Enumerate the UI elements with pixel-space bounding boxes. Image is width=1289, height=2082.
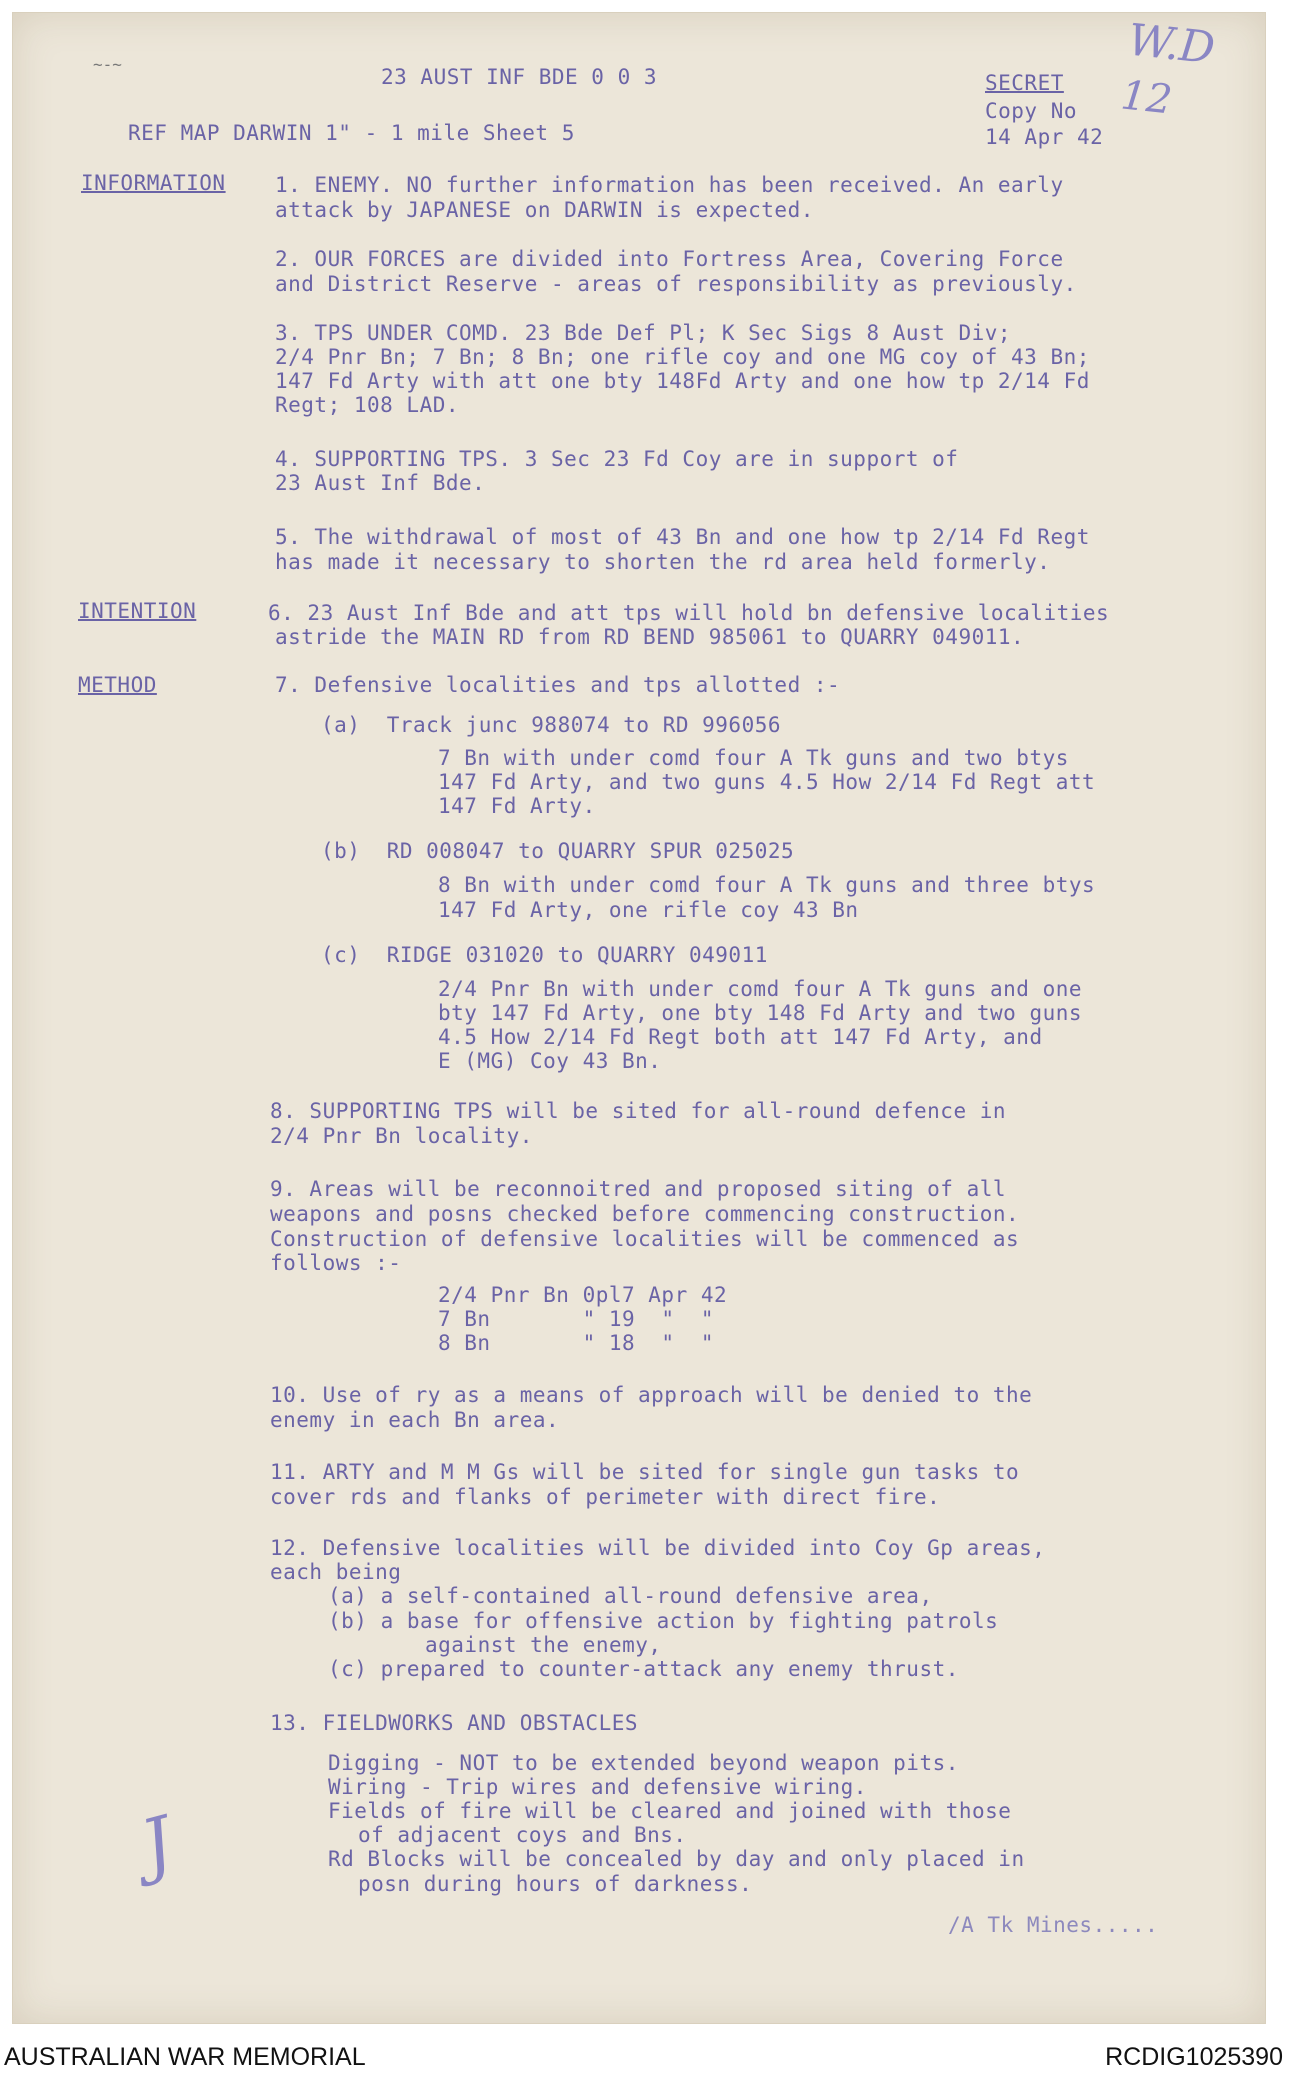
- para-13-heading: 13. FIELDWORKS AND OBSTACLES: [270, 1711, 639, 1735]
- para-12-item-b: (b) a base for offensive action by fighting patrols: [328, 1609, 999, 1633]
- para-7a-line-1: 7 Bn with under comd four A Tk guns and two btys: [438, 746, 1069, 770]
- para-3-line-3: 147 Fd Arty with att one bty 148Fd Arty and one how tp 2/14 Fd: [275, 369, 1090, 393]
- para-7c-line-1: 2/4 Pnr Bn with under comd four A Tk guns and one: [438, 977, 1083, 1001]
- para-3-line-2: 2/4 Pnr Bn; 7 Bn; 8 Bn; one rifle coy and one MG coy of 43 Bn;: [275, 345, 1090, 369]
- footer-source: AUSTRALIAN WAR MEMORIAL: [4, 2043, 366, 2071]
- para-13-line-2: Wiring - Trip wires and defensive wiring.: [328, 1775, 867, 1799]
- para-1-line-2: attack by JAPANESE on DARWIN is expected.: [275, 198, 814, 222]
- continued-marker: /A Tk Mines.....: [948, 1913, 1159, 1937]
- para-11-line-2: cover rds and flanks of perimeter with direct fire.: [270, 1485, 941, 1509]
- heading-method: METHOD: [78, 673, 157, 697]
- para-12-line-1: 12. Defensive localities will be divided into Coy Gp areas,: [270, 1536, 1046, 1560]
- para-8-line-1: 8. SUPPORTING TPS will be sited for all-round defence in: [270, 1099, 1007, 1123]
- copy-no-label: Copy No: [985, 99, 1078, 123]
- para-9-line-3: Construction of defensive localities will be commenced as: [270, 1227, 1020, 1251]
- secret-label: SECRET: [985, 71, 1064, 95]
- pin-mark: ~-~: [93, 55, 122, 74]
- copy-no-handwritten: 12: [1118, 72, 1175, 124]
- document-date: 14 Apr 42: [985, 125, 1104, 149]
- handwritten-initial: J: [132, 1800, 182, 1888]
- para-13-line-6: posn during hours of darkness.: [358, 1872, 753, 1896]
- para-2-line-1: 2. OUR FORCES are divided into Fortress Area, Covering Force: [275, 247, 1064, 271]
- document-title: 23 AUST INF BDE 0 0 3: [381, 65, 658, 89]
- para-1-line-1: 1. ENEMY. NO further information has been received. An early: [275, 173, 1064, 197]
- para-12-item-a: (a) a self-contained all-round defensive area,: [328, 1584, 933, 1608]
- para-7c-line-4: E (MG) Coy 43 Bn.: [438, 1049, 662, 1073]
- para-7a-line-2: 147 Fd Arty, and two guns 4.5 How 2/14 Fd Regt att: [438, 770, 1096, 794]
- para-7c-heading: (c) RIDGE 031020 to QUARRY 049011: [321, 943, 768, 967]
- para-12-line-2: each being: [270, 1560, 402, 1584]
- para-7c-line-2: bty 147 Fd Arty, one bty 148 Fd Arty and two guns: [438, 1001, 1083, 1025]
- para-11-line-1: 11. ARTY and M M Gs will be sited for single gun tasks to: [270, 1460, 1020, 1484]
- para-3-line-1: 3. TPS UNDER COMD. 23 Bde Def Pl; K Sec Sigs 8 Aust Div;: [275, 321, 1012, 345]
- para-10-line-2: enemy in each Bn area.: [270, 1408, 560, 1432]
- para-5-line-1: 5. The withdrawal of most of 43 Bn and one how tp 2/14 Fd Regt: [275, 525, 1090, 549]
- para-2-line-2: and District Reserve - areas of responsibility as previously.: [275, 272, 1077, 296]
- para-4-line-2: 23 Aust Inf Bde.: [275, 471, 486, 495]
- para-7a-line-3: 147 Fd Arty.: [438, 794, 596, 818]
- para-10-line-1: 10. Use of ry as a means of approach will be denied to the: [270, 1383, 1033, 1407]
- para-7c-line-3: 4.5 How 2/14 Fd Regt both att 147 Fd Arty, and: [438, 1025, 1043, 1049]
- para-7b-line-1: 8 Bn with under comd four A Tk guns and three btys: [438, 873, 1096, 897]
- schedule-row-3: 8 Bn " 18 " ": [438, 1331, 715, 1355]
- handwritten-wd: W.D: [1125, 14, 1218, 75]
- para-3-line-4: Regt; 108 LAD.: [275, 393, 460, 417]
- heading-information: INFORMATION: [81, 171, 226, 195]
- schedule-row-1: 2/4 Pnr Bn 0pl7 Apr 42: [438, 1283, 728, 1307]
- para-9-line-4: follows :-: [270, 1251, 402, 1275]
- para-9-line-1: 9. Areas will be reconnoitred and proposed siting of all: [270, 1177, 1007, 1201]
- footer-id: RCDIG1025390: [1105, 2043, 1283, 2071]
- para-6-line-2: astride the MAIN RD from RD BEND 985061 to QUARRY 049011.: [275, 625, 1025, 649]
- para-7: 7. Defensive localities and tps allotted :-: [275, 673, 841, 697]
- heading-intention: INTENTION: [78, 599, 197, 623]
- para-7a-heading: (a) Track junc 988074 to RD 996056: [321, 713, 782, 737]
- para-9-line-2: weapons and posns checked before commencing construction.: [270, 1202, 1020, 1226]
- ref-map: REF MAP DARWIN 1" - 1 mile Sheet 5: [128, 121, 575, 145]
- para-8-line-2: 2/4 Pnr Bn locality.: [270, 1124, 533, 1148]
- para-13-line-4: of adjacent coys and Bns.: [358, 1823, 687, 1847]
- para-6-line-1: 6. 23 Aust Inf Bde and att tps will hold bn defensive localities: [268, 601, 1110, 625]
- para-4-line-1: 4. SUPPORTING TPS. 3 Sec 23 Fd Coy are in support of: [275, 447, 959, 471]
- para-7b-heading: (b) RD 008047 to QUARRY SPUR 025025: [321, 839, 795, 863]
- para-13-line-1: Digging - NOT to be extended beyond weapon pits.: [328, 1751, 959, 1775]
- para-12-item-b-cont: against the enemy,: [425, 1633, 662, 1657]
- para-12-item-c: (c) prepared to counter-attack any enemy thrust.: [328, 1657, 959, 1681]
- para-13-line-3: Fields of fire will be cleared and joined with those: [328, 1799, 1012, 1823]
- schedule-row-2: 7 Bn " 19 " ": [438, 1307, 715, 1331]
- para-5-line-2: has made it necessary to shorten the rd area held formerly.: [275, 550, 1051, 574]
- document-sheet: [12, 12, 1266, 2024]
- para-7b-line-2: 147 Fd Arty, one rifle coy 43 Bn: [438, 898, 859, 922]
- para-13-line-5: Rd Blocks will be concealed by day and only placed in: [328, 1847, 1025, 1871]
